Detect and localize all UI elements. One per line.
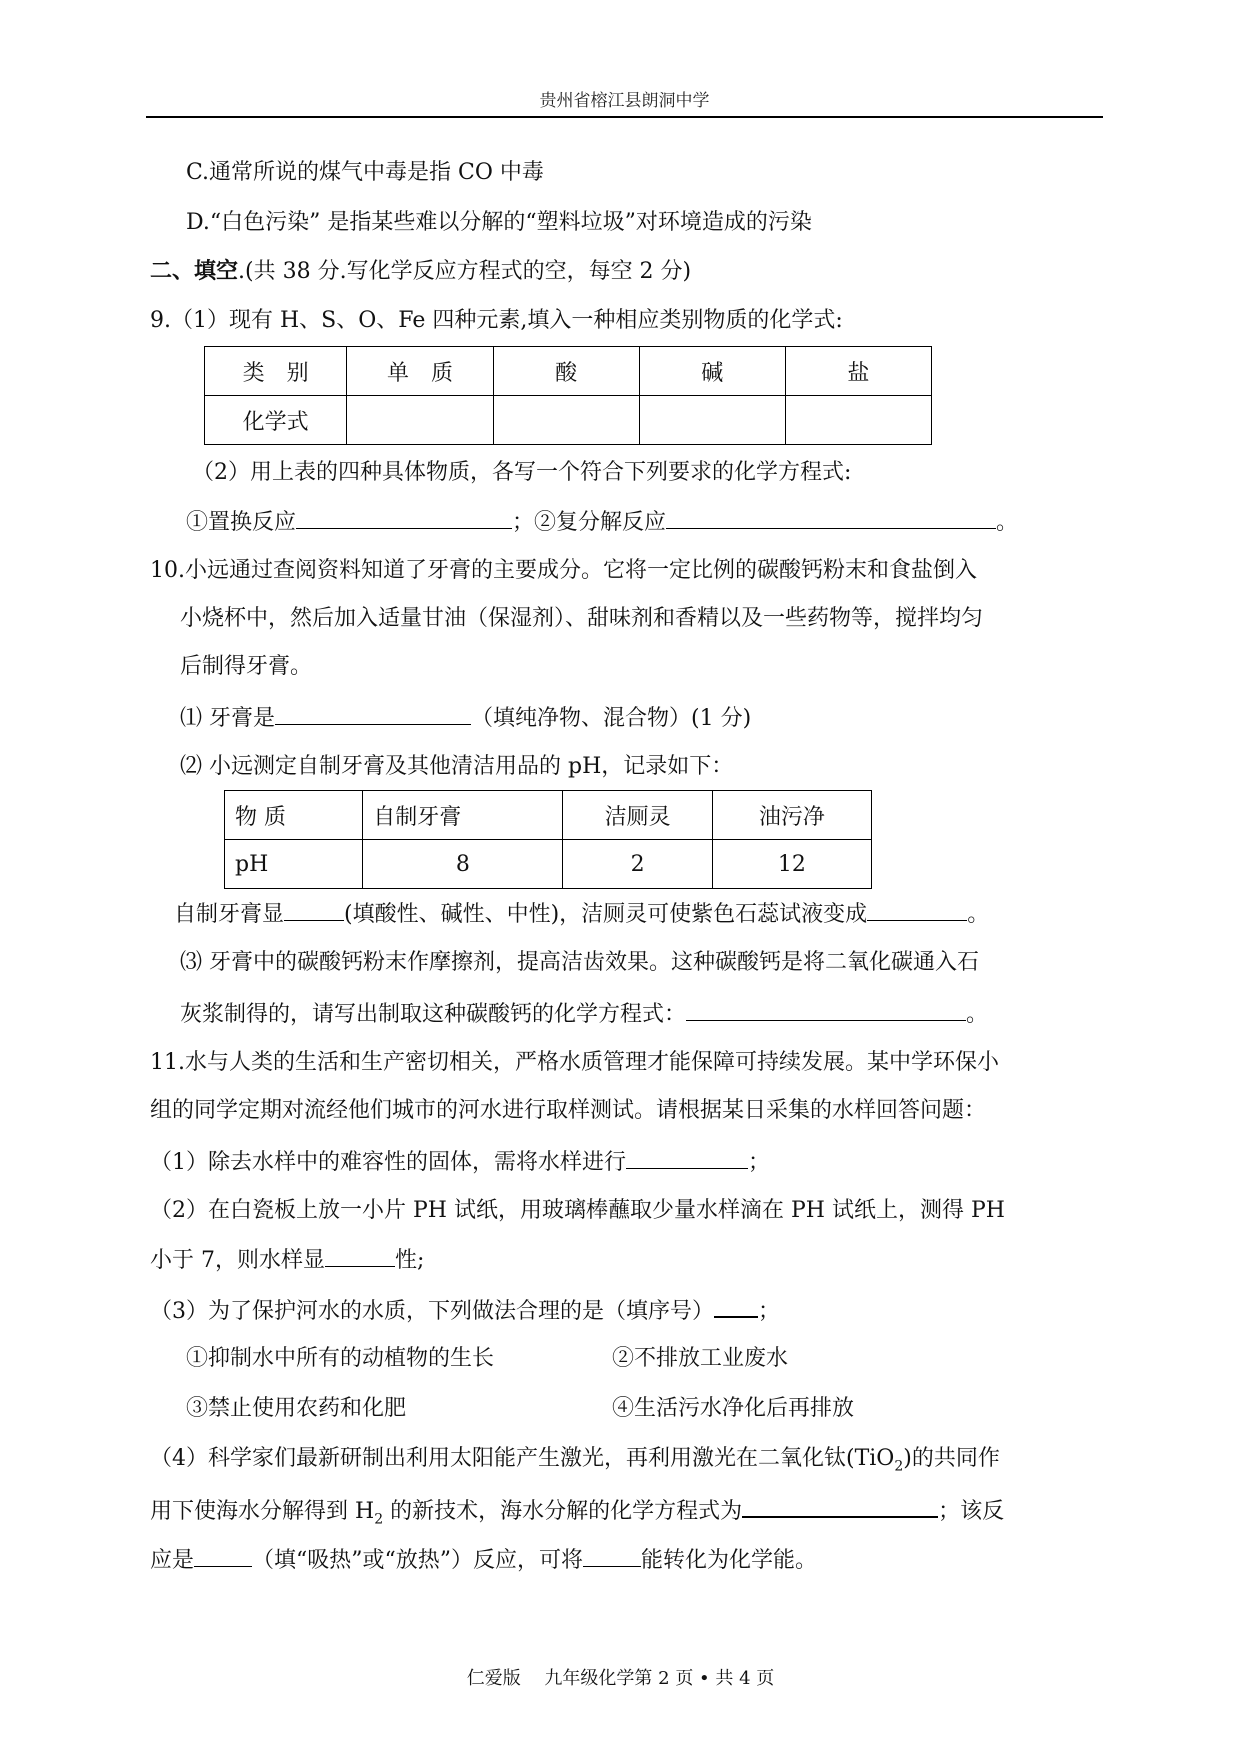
- q10-line-3: 后制得牙膏。: [180, 654, 313, 679]
- q11-equation-blank[interactable]: [742, 1494, 938, 1518]
- option-d: D.“白色污染” 是指某些难以分解的“塑料垃圾”对环境造成的污染: [186, 210, 812, 235]
- q11-part3-end: ；: [758, 1299, 781, 1324]
- q11-option-1: ①抑制水中所有的动植物的生长: [186, 1346, 495, 1371]
- q11-part4-text-f: 应是: [150, 1548, 195, 1573]
- q10-period: 。: [967, 902, 990, 927]
- q9-double-decomp-label: ；②复分解反应: [512, 510, 667, 535]
- q11-h2-subscript: 2: [374, 1511, 384, 1528]
- q10-ph-toilet-cleaner: 2: [563, 840, 712, 889]
- q9-header-element: 单 质: [347, 347, 493, 396]
- q11-option-3: ③禁止使用农药和化肥: [186, 1396, 407, 1421]
- q10-header-degreaser: 油污净: [712, 791, 871, 840]
- q9-part2: （2）用上表的四种具体物质，各写一个符合下列要求的化学方程式:: [192, 460, 852, 485]
- q10-header-toothpaste: 自制牙膏: [363, 791, 563, 840]
- q9-answer-acid[interactable]: [493, 396, 639, 445]
- q11-part4-text-h: 能转化为化学能。: [641, 1548, 818, 1573]
- q9-table: [204, 346, 932, 445]
- q11-energy-blank[interactable]: [583, 1544, 641, 1567]
- q10-part3-line2: [180, 998, 988, 1030]
- q9-displacement-blank[interactable]: [296, 506, 512, 529]
- q10-header-toilet-cleaner: 洁厕灵: [563, 791, 712, 840]
- q10-part3-label: 灰浆制得的，请写出制取这种碳酸钙的化学方程式：: [180, 1002, 687, 1027]
- q11-option-2: ②不排放工业废水: [612, 1346, 789, 1371]
- section-2-note: .(共 38 分.写化学反应方程式的空，每空 2 分): [238, 259, 692, 284]
- q10-after-table: [174, 898, 989, 930]
- q11-part4-text-e: ；该反: [938, 1499, 1005, 1524]
- q10-part3-period: 。: [966, 1002, 989, 1027]
- q9-displacement-label: ①置换反应: [186, 510, 297, 535]
- q10-ph-toothpaste: 8: [363, 840, 563, 889]
- q9-header-acid: 酸: [493, 347, 639, 396]
- q10-equation-blank[interactable]: [686, 998, 966, 1021]
- q10-header-substance: 物 质: [225, 791, 363, 840]
- q11-part4-line3: [150, 1544, 817, 1576]
- q11-part2-line1: （2）在白瓷板上放一小片 PH 试纸，用玻璃棒蘸取少量水样滴在 PH 试纸上，测得 PH: [150, 1198, 1005, 1223]
- q11-part1: [150, 1146, 770, 1178]
- q9-double-decomp-blank[interactable]: [666, 506, 996, 529]
- q9-row-label: 化学式: [205, 396, 347, 445]
- q9-answer-element[interactable]: [347, 396, 493, 445]
- page-header: [146, 86, 1103, 118]
- q11-line-2: 组的同学定期对流经他们城市的河水进行取样测试。请根据某日采集的水样回答问题：: [150, 1098, 987, 1123]
- q10-part1: [180, 702, 751, 734]
- q10-part2: ⑵ 小远测定自制牙膏及其他清洁用品的 pH，记录如下：: [180, 754, 734, 779]
- q11-part4-text-g: （填“吸热”或“放热”）反应，可将: [252, 1548, 584, 1573]
- q10-ph-table: [224, 790, 872, 889]
- section-2-title: 二、填空: [150, 258, 239, 284]
- q11-part3: [150, 1294, 780, 1327]
- q11-tio2-subscript: 2: [894, 1458, 904, 1475]
- q9-part2-answers: [186, 506, 1018, 538]
- q10-toothpaste-label: 自制牙膏显: [174, 902, 285, 927]
- q11-part4-text-c: 用下使海水分解得到 H: [150, 1499, 375, 1524]
- school-name: 贵州省榕江县朗洞中学: [539, 91, 710, 111]
- q11-part4-text-d: 的新技术，海水分解的化学方程式为: [383, 1499, 743, 1524]
- q10-toothpaste-blank[interactable]: [284, 898, 344, 921]
- q10-row-label: pH: [225, 840, 363, 889]
- q9-answer-salt[interactable]: [785, 396, 931, 445]
- q10-part1-label: ⑴ 牙膏是: [180, 706, 275, 731]
- q11-part2-label: 小于 7，则水样显: [150, 1248, 325, 1273]
- q11-part4-line1: [150, 1444, 1000, 1481]
- q9-header-category: 类 别: [205, 347, 347, 396]
- q11-part3-label: （3）为了保护河水的水质，下列做法合理的是（填序号）: [150, 1299, 714, 1324]
- q11-part4-text-b: )的共同作: [903, 1446, 1000, 1471]
- q11-part2-blank[interactable]: [325, 1244, 395, 1267]
- q9-period: 。: [996, 510, 1019, 535]
- q10-ph-degreaser: 12: [712, 840, 871, 889]
- q10-line-2: 小烧杯中，然后加入适量甘油（保湿剂）、甜味剂和香精以及一些药物等，搅拌均匀: [180, 606, 984, 631]
- q11-heat-blank[interactable]: [194, 1544, 252, 1567]
- q11-part2-end: 性;: [395, 1248, 425, 1273]
- option-c: C.通常所说的煤气中毒是指 CO 中毒: [186, 160, 544, 185]
- q11-part4-text-a: （4）科学家们最新研制出利用太阳能产生激光，再利用激光在二氧化钛(TiO: [150, 1446, 895, 1471]
- q10-part1-hint: （填纯净物、混合物）(1 分): [471, 706, 752, 731]
- q9-header-base: 碱: [639, 347, 785, 396]
- q10-part1-blank[interactable]: [275, 702, 471, 725]
- page-footer: 仁爱版 九年级化学第 2 页 • 共 4 页: [466, 1668, 775, 1689]
- q11-line-1: 11.水与人类的生活和生产密切相关，严格水质管理才能保障可持续发展。某中学环保小: [150, 1050, 999, 1075]
- q9-answer-base[interactable]: [639, 396, 785, 445]
- q11-part3-blank[interactable]: [714, 1294, 758, 1318]
- q10-litmus-label: (填酸性、碱性、中性)，洁厕灵可使紫色石蕊试液变成: [344, 902, 868, 927]
- q9-part1: 9.（1）现有 H、S、O、Fe 四种元素,填入一种相应类别物质的化学式:: [150, 308, 843, 333]
- q11-part1-blank[interactable]: [626, 1146, 748, 1169]
- q11-part1-end: ；: [748, 1150, 771, 1175]
- q10-litmus-blank[interactable]: [867, 898, 967, 921]
- q10-line-1: 10.小远通过查阅资料知道了牙膏的主要成分。它将一定比例的碳酸钙粉末和食盐倒入: [150, 558, 977, 583]
- q11-part2-line2: [150, 1244, 424, 1276]
- q9-header-salt: 盐: [785, 347, 931, 396]
- q10-part3-line1: ⑶ 牙膏中的碳酸钙粉末作摩擦剂，提高洁齿效果。这种碳酸钙是将二氧化碳通入石: [180, 950, 979, 975]
- section-2-heading: [150, 256, 691, 287]
- q11-part4-line2: [150, 1494, 1004, 1534]
- q11-option-4: ④生活污水净化后再排放: [612, 1396, 855, 1421]
- q11-part1-label: （1）除去水样中的难容性的固体，需将水样进行: [150, 1150, 626, 1175]
